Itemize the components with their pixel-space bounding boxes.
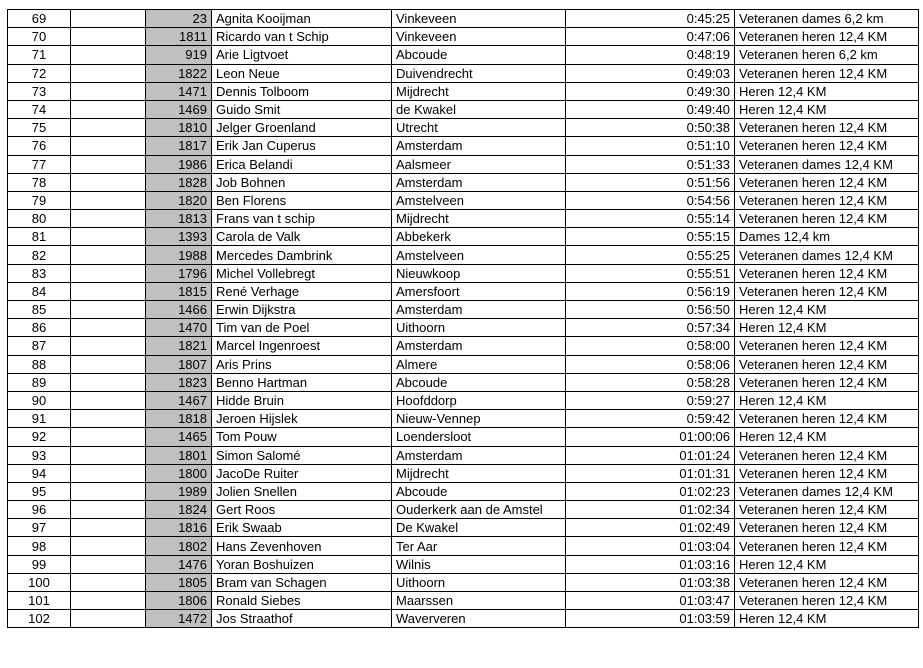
position-cell: 72 (8, 64, 71, 82)
hometown-cell: Abcoude (392, 373, 566, 391)
position-cell: 98 (8, 537, 71, 555)
category-cell: Veteranen dames 12,4 KM (735, 155, 919, 173)
hometown-cell: Duivendrecht (392, 64, 566, 82)
position-cell: 95 (8, 482, 71, 500)
bib-number-cell: 1805 (146, 573, 212, 591)
hometown-cell: Uithoorn (392, 319, 566, 337)
position-cell: 71 (8, 46, 71, 64)
finish-time-cell: 01:02:34 (566, 501, 735, 519)
position-cell: 101 (8, 592, 71, 610)
hometown-cell: Uithoorn (392, 573, 566, 591)
bib-number-cell: 1476 (146, 555, 212, 573)
position-cell: 90 (8, 391, 71, 409)
table-row (8, 264, 919, 282)
runner-name-cell: Arie Ligtvoet (212, 46, 392, 64)
category-cell: Veteranen heren 12,4 KM (735, 519, 919, 537)
runner-name-cell: Aris Prins (212, 355, 392, 373)
position-cell: 96 (8, 501, 71, 519)
position-cell: 69 (8, 10, 71, 28)
empty-cell (71, 410, 146, 428)
finish-time-cell: 0:58:28 (566, 373, 735, 391)
results-table (7, 9, 919, 628)
category-cell: Heren 12,4 KM (735, 319, 919, 337)
position-cell: 80 (8, 210, 71, 228)
table-row (8, 446, 919, 464)
empty-cell (71, 337, 146, 355)
empty-cell (71, 373, 146, 391)
finish-time-cell: 01:03:47 (566, 592, 735, 610)
hometown-cell: Amersfoort (392, 282, 566, 300)
category-cell: Heren 12,4 KM (735, 610, 919, 628)
empty-cell (71, 155, 146, 173)
finish-time-cell: 0:56:19 (566, 282, 735, 300)
empty-cell (71, 391, 146, 409)
finish-time-cell: 0:55:15 (566, 228, 735, 246)
empty-cell (71, 119, 146, 137)
runner-name-cell: Erik Swaab (212, 519, 392, 537)
runner-name-cell: Jolien Snellen (212, 482, 392, 500)
bib-number-cell: 1467 (146, 391, 212, 409)
empty-cell (71, 82, 146, 100)
empty-cell (71, 246, 146, 264)
bib-number-cell: 1472 (146, 610, 212, 628)
runner-name-cell: Gert Roos (212, 501, 392, 519)
finish-time-cell: 01:01:31 (566, 464, 735, 482)
position-cell: 75 (8, 119, 71, 137)
runner-name-cell: Marcel Ingenroest (212, 337, 392, 355)
bib-number-cell: 1822 (146, 64, 212, 82)
hometown-cell: Loendersloot (392, 428, 566, 446)
position-cell: 83 (8, 264, 71, 282)
category-cell: Veteranen heren 12,4 KM (735, 210, 919, 228)
hometown-cell: Mijdrecht (392, 464, 566, 482)
position-cell: 100 (8, 573, 71, 591)
table-row (8, 373, 919, 391)
finish-time-cell: 0:58:00 (566, 337, 735, 355)
hometown-cell: Amstelveen (392, 246, 566, 264)
runner-name-cell: René Verhage (212, 282, 392, 300)
category-cell: Veteranen heren 12,4 KM (735, 355, 919, 373)
bib-number-cell: 1465 (146, 428, 212, 446)
category-cell: Veteranen heren 12,4 KM (735, 410, 919, 428)
runner-name-cell: Michel Vollebregt (212, 264, 392, 282)
category-cell: Heren 12,4 KM (735, 555, 919, 573)
finish-time-cell: 0:57:34 (566, 319, 735, 337)
table-row (8, 592, 919, 610)
runner-name-cell: Jos Straathof (212, 610, 392, 628)
hometown-cell: Abbekerk (392, 228, 566, 246)
table-row (8, 155, 919, 173)
bib-number-cell: 1471 (146, 82, 212, 100)
bib-number-cell: 1466 (146, 301, 212, 319)
runner-name-cell: Hans Zevenhoven (212, 537, 392, 555)
empty-cell (71, 282, 146, 300)
finish-time-cell: 0:59:42 (566, 410, 735, 428)
category-cell: Veteranen heren 12,4 KM (735, 592, 919, 610)
hometown-cell: Amsterdam (392, 337, 566, 355)
table-row (8, 319, 919, 337)
finish-time-cell: 01:03:59 (566, 610, 735, 628)
hometown-cell: De Kwakel (392, 519, 566, 537)
bib-number-cell: 1811 (146, 28, 212, 46)
empty-cell (71, 446, 146, 464)
finish-time-cell: 01:03:16 (566, 555, 735, 573)
empty-cell (71, 46, 146, 64)
table-row (8, 173, 919, 191)
bib-number-cell: 1802 (146, 537, 212, 555)
runner-name-cell: Simon Salomé (212, 446, 392, 464)
hometown-cell: Amsterdam (392, 137, 566, 155)
runner-name-cell: Carola de Valk (212, 228, 392, 246)
position-cell: 77 (8, 155, 71, 173)
table-row (8, 482, 919, 500)
table-row (8, 282, 919, 300)
position-cell: 74 (8, 100, 71, 118)
table-row (8, 519, 919, 537)
finish-time-cell: 01:03:04 (566, 537, 735, 555)
runner-name-cell: Dennis Tolboom (212, 82, 392, 100)
finish-time-cell: 0:55:51 (566, 264, 735, 282)
category-cell: Veteranen heren 12,4 KM (735, 173, 919, 191)
table-row (8, 501, 919, 519)
hometown-cell: Vinkeveen (392, 28, 566, 46)
position-cell: 88 (8, 355, 71, 373)
bib-number-cell: 1800 (146, 464, 212, 482)
table-row (8, 82, 919, 100)
empty-cell (71, 173, 146, 191)
table-row (8, 337, 919, 355)
bib-number-cell: 1801 (146, 446, 212, 464)
bib-number-cell: 919 (146, 46, 212, 64)
bib-number-cell: 1393 (146, 228, 212, 246)
category-cell: Veteranen dames 12,4 KM (735, 482, 919, 500)
position-cell: 89 (8, 373, 71, 391)
empty-cell (71, 482, 146, 500)
finish-time-cell: 01:02:23 (566, 482, 735, 500)
table-row (8, 228, 919, 246)
hometown-cell: Ouderkerk aan de Amstel (392, 501, 566, 519)
hometown-cell: Mijdrecht (392, 210, 566, 228)
empty-cell (71, 301, 146, 319)
runner-name-cell: Yoran Boshuizen (212, 555, 392, 573)
bib-number-cell: 1816 (146, 519, 212, 537)
category-cell: Heren 12,4 KM (735, 391, 919, 409)
hometown-cell: Nieuw-Vennep (392, 410, 566, 428)
table-row (8, 28, 919, 46)
empty-cell (71, 610, 146, 628)
finish-time-cell: 0:58:06 (566, 355, 735, 373)
finish-time-cell: 0:59:27 (566, 391, 735, 409)
position-cell: 84 (8, 282, 71, 300)
position-cell: 93 (8, 446, 71, 464)
runner-name-cell: Job Bohnen (212, 173, 392, 191)
finish-time-cell: 0:47:06 (566, 28, 735, 46)
position-cell: 70 (8, 28, 71, 46)
table-row (8, 119, 919, 137)
empty-cell (71, 191, 146, 209)
bib-number-cell: 1815 (146, 282, 212, 300)
empty-cell (71, 555, 146, 573)
table-row (8, 537, 919, 555)
empty-cell (71, 573, 146, 591)
table-row (8, 555, 919, 573)
bib-number-cell: 1807 (146, 355, 212, 373)
category-cell: Veteranen heren 12,4 KM (735, 119, 919, 137)
runner-name-cell: Jeroen Hijslek (212, 410, 392, 428)
runner-name-cell: Frans van t schip (212, 210, 392, 228)
position-cell: 78 (8, 173, 71, 191)
finish-time-cell: 01:01:24 (566, 446, 735, 464)
category-cell: Veteranen heren 12,4 KM (735, 64, 919, 82)
hometown-cell: Amsterdam (392, 301, 566, 319)
empty-cell (71, 355, 146, 373)
empty-cell (71, 501, 146, 519)
table-row (8, 100, 919, 118)
bib-number-cell: 1989 (146, 482, 212, 500)
position-cell: 87 (8, 337, 71, 355)
empty-cell (71, 28, 146, 46)
runner-name-cell: Tim van de Poel (212, 319, 392, 337)
finish-time-cell: 0:54:56 (566, 191, 735, 209)
bib-number-cell: 1796 (146, 264, 212, 282)
empty-cell (71, 592, 146, 610)
table-row (8, 610, 919, 628)
category-cell: Veteranen heren 12,4 KM (735, 191, 919, 209)
finish-time-cell: 0:55:25 (566, 246, 735, 264)
hometown-cell: Aalsmeer (392, 155, 566, 173)
runner-name-cell: Ronald Siebes (212, 592, 392, 610)
bib-number-cell: 1818 (146, 410, 212, 428)
hometown-cell: Nieuwkoop (392, 264, 566, 282)
runner-name-cell: Agnita Kooijman (212, 10, 392, 28)
runner-name-cell: Guido Smit (212, 100, 392, 118)
results-table-body (8, 10, 919, 628)
position-cell: 76 (8, 137, 71, 155)
table-row (8, 573, 919, 591)
table-row (8, 355, 919, 373)
bib-number-cell: 1820 (146, 191, 212, 209)
finish-time-cell: 0:51:33 (566, 155, 735, 173)
runner-name-cell: Hidde Bruin (212, 391, 392, 409)
hometown-cell: Amsterdam (392, 173, 566, 191)
empty-cell (71, 64, 146, 82)
finish-time-cell: 0:51:56 (566, 173, 735, 191)
category-cell: Veteranen heren 12,4 KM (735, 337, 919, 355)
bib-number-cell: 1810 (146, 119, 212, 137)
table-row (8, 137, 919, 155)
bib-number-cell: 1821 (146, 337, 212, 355)
category-cell: Heren 12,4 KM (735, 82, 919, 100)
category-cell: Veteranen heren 12,4 KM (735, 373, 919, 391)
runner-name-cell: Bram van Schagen (212, 573, 392, 591)
empty-cell (71, 537, 146, 555)
table-row (8, 410, 919, 428)
hometown-cell: Utrecht (392, 119, 566, 137)
hometown-cell: de Kwakel (392, 100, 566, 118)
finish-time-cell: 0:51:10 (566, 137, 735, 155)
bib-number-cell: 1817 (146, 137, 212, 155)
bib-number-cell: 1469 (146, 100, 212, 118)
runner-name-cell: Ricardo van t Schip (212, 28, 392, 46)
empty-cell (71, 319, 146, 337)
empty-cell (71, 10, 146, 28)
bib-number-cell: 1813 (146, 210, 212, 228)
hometown-cell: Wilnis (392, 555, 566, 573)
empty-cell (71, 519, 146, 537)
bib-number-cell: 1824 (146, 501, 212, 519)
category-cell: Veteranen heren 12,4 KM (735, 537, 919, 555)
position-cell: 81 (8, 228, 71, 246)
position-cell: 86 (8, 319, 71, 337)
finish-time-cell: 0:50:38 (566, 119, 735, 137)
table-row (8, 428, 919, 446)
category-cell: Veteranen heren 12,4 KM (735, 137, 919, 155)
finish-time-cell: 0:49:03 (566, 64, 735, 82)
table-row (8, 46, 919, 64)
bib-number-cell: 1988 (146, 246, 212, 264)
hometown-cell: Amstelveen (392, 191, 566, 209)
empty-cell (71, 210, 146, 228)
category-cell: Veteranen heren 12,4 KM (735, 446, 919, 464)
position-cell: 91 (8, 410, 71, 428)
category-cell: Heren 12,4 KM (735, 100, 919, 118)
hometown-cell: Hoofddorp (392, 391, 566, 409)
table-row (8, 301, 919, 319)
runner-name-cell: Ben Florens (212, 191, 392, 209)
hometown-cell: Mijdrecht (392, 82, 566, 100)
finish-time-cell: 01:03:38 (566, 573, 735, 591)
runner-name-cell: Benno Hartman (212, 373, 392, 391)
hometown-cell: Almere (392, 355, 566, 373)
category-cell: Heren 12,4 KM (735, 301, 919, 319)
empty-cell (71, 228, 146, 246)
runner-name-cell: Erica Belandi (212, 155, 392, 173)
finish-time-cell: 01:02:49 (566, 519, 735, 537)
hometown-cell: Abcoude (392, 482, 566, 500)
empty-cell (71, 464, 146, 482)
category-cell: Veteranen heren 12,4 KM (735, 464, 919, 482)
finish-time-cell: 0:45:25 (566, 10, 735, 28)
hometown-cell: Ter Aar (392, 537, 566, 555)
runner-name-cell: Leon Neue (212, 64, 392, 82)
table-row (8, 64, 919, 82)
bib-number-cell: 1806 (146, 592, 212, 610)
hometown-cell: Waververen (392, 610, 566, 628)
hometown-cell: Amsterdam (392, 446, 566, 464)
table-row (8, 391, 919, 409)
finish-time-cell: 0:49:40 (566, 100, 735, 118)
finish-time-cell: 0:49:30 (566, 82, 735, 100)
table-row (8, 210, 919, 228)
runner-name-cell: Mercedes Dambrink (212, 246, 392, 264)
bib-number-cell: 1470 (146, 319, 212, 337)
empty-cell (71, 428, 146, 446)
category-cell: Dames 12,4 km (735, 228, 919, 246)
hometown-cell: Abcoude (392, 46, 566, 64)
bib-number-cell: 1986 (146, 155, 212, 173)
runner-name-cell: Jelger Groenland (212, 119, 392, 137)
empty-cell (71, 137, 146, 155)
position-cell: 99 (8, 555, 71, 573)
category-cell: Veteranen heren 12,4 KM (735, 28, 919, 46)
category-cell: Veteranen dames 12,4 KM (735, 246, 919, 264)
position-cell: 94 (8, 464, 71, 482)
position-cell: 82 (8, 246, 71, 264)
position-cell: 102 (8, 610, 71, 628)
category-cell: Veteranen dames 6,2 km (735, 10, 919, 28)
position-cell: 97 (8, 519, 71, 537)
position-cell: 73 (8, 82, 71, 100)
category-cell: Veteranen heren 12,4 KM (735, 264, 919, 282)
bib-number-cell: 23 (146, 10, 212, 28)
empty-cell (71, 100, 146, 118)
hometown-cell: Maarssen (392, 592, 566, 610)
table-row (8, 191, 919, 209)
empty-cell (71, 264, 146, 282)
position-cell: 79 (8, 191, 71, 209)
category-cell: Heren 12,4 KM (735, 428, 919, 446)
table-row (8, 10, 919, 28)
runner-name-cell: Erwin Dijkstra (212, 301, 392, 319)
finish-time-cell: 0:55:14 (566, 210, 735, 228)
finish-time-cell: 01:00:06 (566, 428, 735, 446)
runner-name-cell: Tom Pouw (212, 428, 392, 446)
position-cell: 85 (8, 301, 71, 319)
category-cell: Veteranen heren 6,2 km (735, 46, 919, 64)
position-cell: 92 (8, 428, 71, 446)
bib-number-cell: 1828 (146, 173, 212, 191)
runner-name-cell: Erik Jan Cuperus (212, 137, 392, 155)
runner-name-cell: JacoDe Ruiter (212, 464, 392, 482)
category-cell: Veteranen heren 12,4 KM (735, 501, 919, 519)
finish-time-cell: 0:56:50 (566, 301, 735, 319)
finish-time-cell: 0:48:19 (566, 46, 735, 64)
table-row (8, 464, 919, 482)
category-cell: Veteranen heren 12,4 KM (735, 282, 919, 300)
table-row (8, 246, 919, 264)
bib-number-cell: 1823 (146, 373, 212, 391)
hometown-cell: Vinkeveen (392, 10, 566, 28)
category-cell: Veteranen heren 12,4 KM (735, 573, 919, 591)
